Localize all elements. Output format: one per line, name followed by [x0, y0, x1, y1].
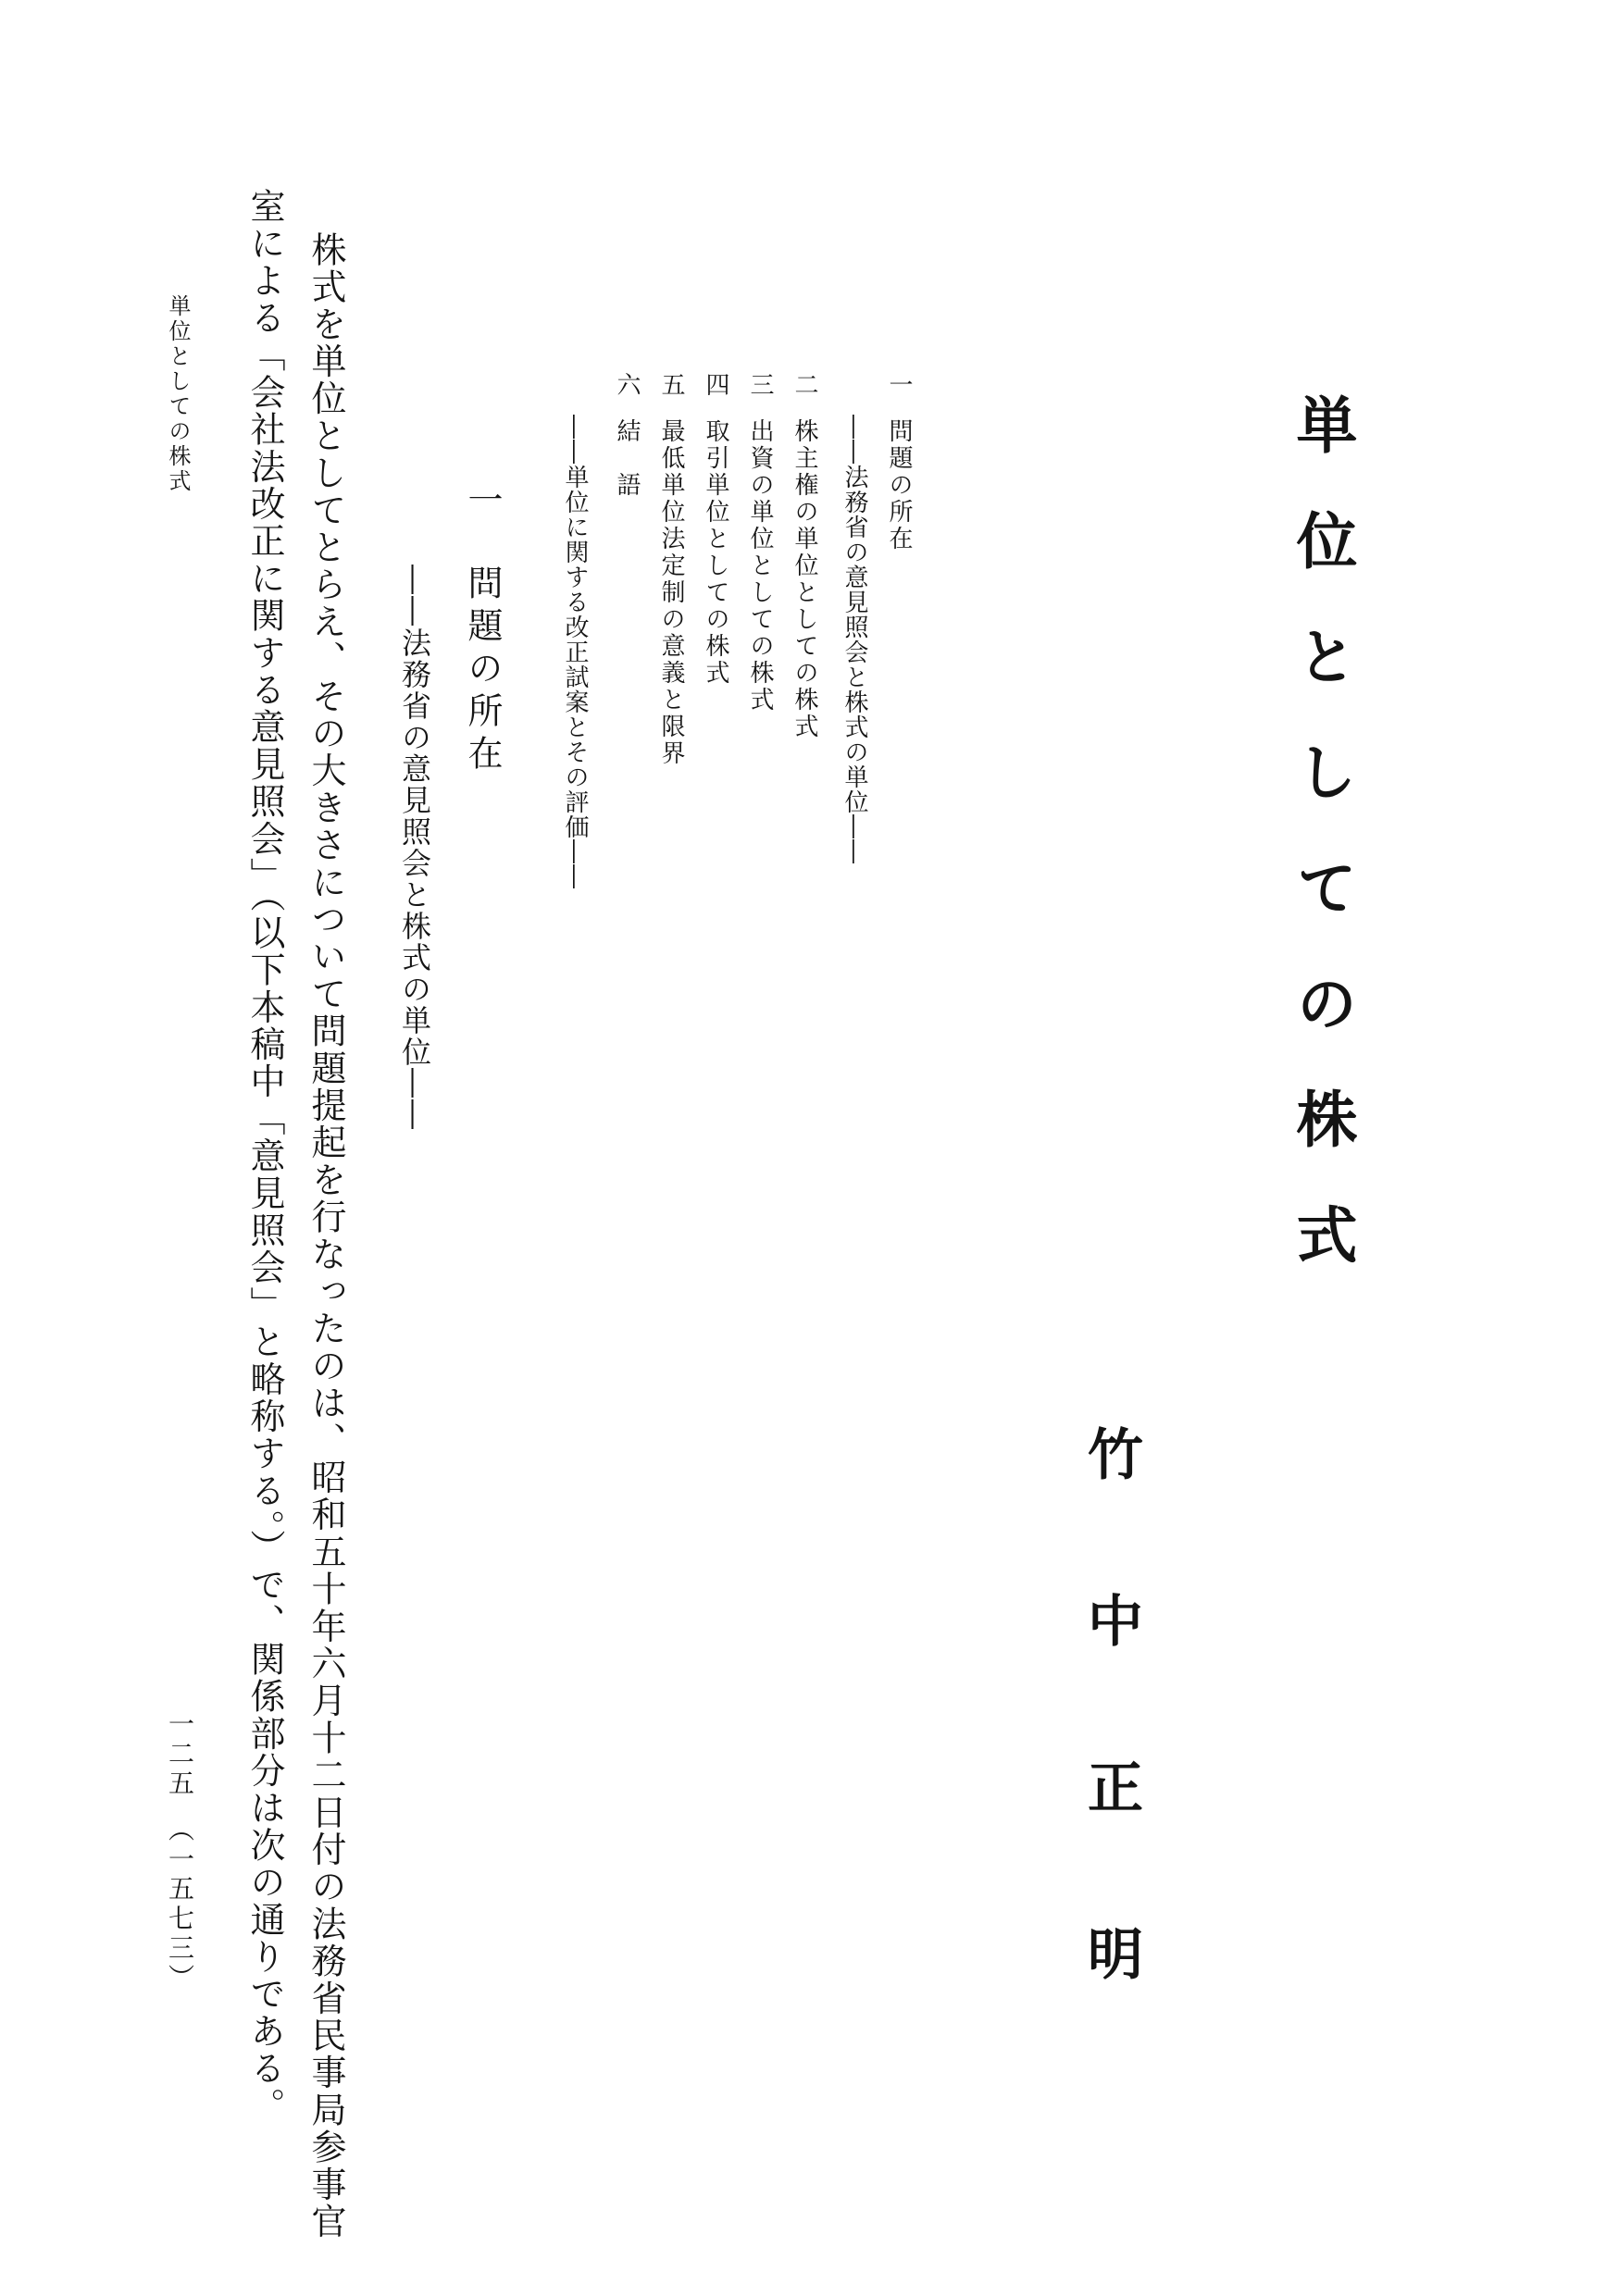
- section-number: 一: [462, 481, 503, 524]
- toc-item-number: 三: [746, 372, 774, 399]
- toc-item-number: 四: [702, 372, 729, 399]
- toc-item: [704, 372, 728, 687]
- toc-item-subtitle: ――単位に関する改正試案とその評価――: [561, 415, 589, 889]
- toc-item: [615, 372, 639, 499]
- toc-item-label: 出資の単位としての株式: [746, 418, 774, 714]
- section-title: 問題の所在: [462, 565, 503, 777]
- toc-item-label: 最低単位法定制の意義と限界: [657, 418, 685, 767]
- toc-item-label: 問題の所在: [885, 418, 913, 552]
- author-name: 竹中正明: [1078, 1425, 1143, 2091]
- toc-item: [748, 372, 772, 714]
- toc-item-label: 結 語: [613, 418, 641, 499]
- toc-item-label: 株主権の単位としての株式: [791, 418, 818, 740]
- toc-item-number: 六: [613, 372, 641, 399]
- body-line: 株式を単位としてとらえ、その大きさについて問題提起を行なったのは、昭和五十年六月十二日付の法務省民事局参事官: [305, 231, 346, 2240]
- toc-item: [659, 372, 683, 767]
- toc-item-subtitle: ――法務省の意見照会と株式の単位――: [841, 415, 868, 864]
- toc-item-number: 二: [791, 372, 818, 399]
- section-heading: [462, 481, 503, 777]
- section-subtitle: ――法務省の意見照会と株式の単位――: [397, 565, 432, 1131]
- toc-item: [887, 372, 911, 552]
- toc-item-label: 取引単位としての株式: [702, 418, 729, 687]
- body-line: 室による「会社法改正に関する意見照会」（以下本稿中「意見照会」と略称する。）で、関係部分は次の通りである。: [244, 188, 285, 2125]
- page-number: 一二五 （一五七三）: [165, 1710, 195, 1993]
- article-title: 単位としての株式: [1286, 393, 1358, 1319]
- toc-item: [792, 372, 816, 740]
- toc-item-number: 一: [885, 372, 913, 399]
- toc-item-number: 五: [657, 372, 685, 399]
- running-header: 単位としての株式: [165, 294, 191, 494]
